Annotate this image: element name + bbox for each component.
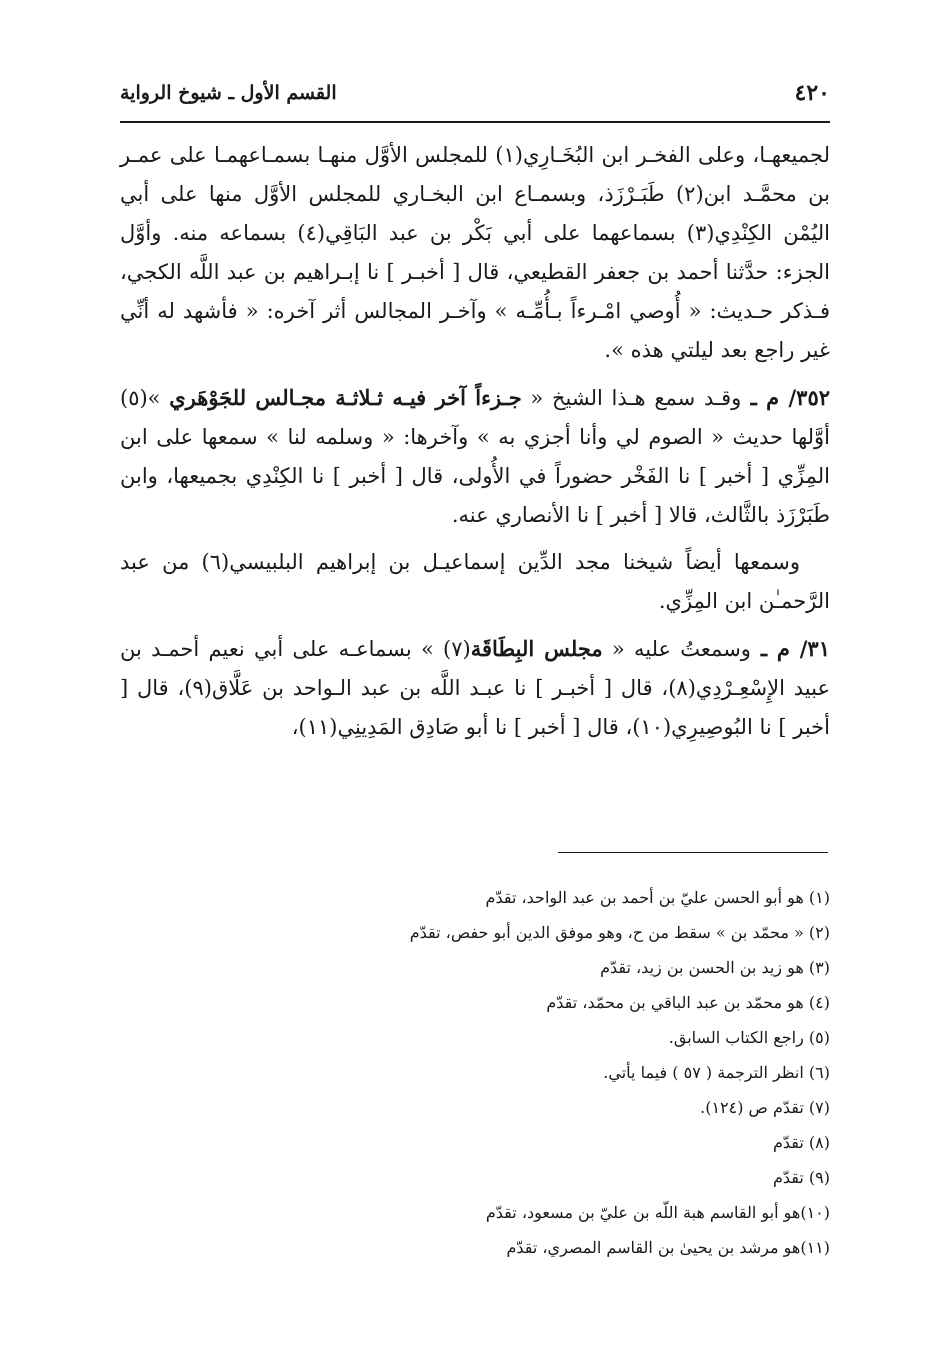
work-title: مجلس البِطَاقَة (470, 636, 603, 661)
footnote-10: (١٠)هو أبو القاسم هبة اللّه بن عليّ بن مسعود، تقدّم (485, 1203, 830, 1222)
footnote-3: (٣) هو زيد بن الحسن بن زيد، تقدّم (600, 958, 830, 977)
entry-text: »(٥) أوَّلها حديث « الصوم لي وأنا أجزي به » وآخرها: « وسلمه لنا » سمعها على ابن المِزِّي [ أخبر ] نا الفَخْر حضوراً في الأُولى، قال [ أخبر ] نا الكِنْدِي بجميعها، وابن طَبَرْزَذ بالثَّالث، قالا [ أخبر ] نا الأنصاري عنه. (120, 386, 830, 527)
footnote-11: (١١)هو مرشد بن يحيىٰ بن القاسم المصري، تقدّم (506, 1238, 830, 1257)
footnote-6: (٦) انظر الترجمة ( ٥٧ ) فيما يأتي. (603, 1063, 830, 1082)
paragraph-entry-31 (120, 629, 830, 747)
running-title: القسم الأول ـ شيوخ الرواية (120, 82, 337, 104)
entry-number: ٣١/ م ـ (750, 636, 830, 661)
work-title: جـزءاً آخر فيـه ثـلاثـة مجـالس للجَوْهَري (169, 385, 522, 410)
footnote-7: (٧) تقدّم ص (١٢٤). (700, 1098, 830, 1117)
page-number: ٤٢٠ (794, 80, 830, 106)
footnote-4: (٤) هو محمّد بن عبد الباقي بن محمّد، تقدّم (546, 993, 830, 1012)
footnotes (120, 880, 830, 1265)
main-text (120, 136, 830, 755)
entry-text: وقـد سمع هـذا الشيخ « (521, 386, 742, 410)
paragraph-3-text: وسمعها أيضاً شيخنا مجد الدِّين إسماعيـل بن إبراهيم البلبيسي(٦) من عبد الرَّحمـٰن ابن المِزِّي. (120, 550, 830, 613)
footnote-2: (٢) « محمّد بن » سقط من ح، وهو موفق الدين أبو حفص، تقدّم (409, 923, 830, 942)
footnote-8: (٨) تقدّم (772, 1133, 830, 1152)
entry-text: (٧) » بسماعـه على أبي نعيم أحمـد بن عبيد الإِسْعِـرْدِي(٨)، قال [ أخبـر ] نا عبـد اللَّه بن عبد الـواحد بن عَلَّاق(٩)، قال [ أخبر ] نا البُوصِيرِي(١٠)، قال [ أخبر ] نا أبو صَادِق المَدِينِي(١١)، (120, 637, 830, 739)
paragraph-1-text: لجميعهـا، وعلى الفخـر ابن البُخَـارِي(١) للمجلس الأوَّل منهـا بسمـاعهمـا على عمـر بن محمَّـد ابن(٢) طَبَـرْزَذ، وبسمـاع ابن البخـاري للمجلس الأوَّل منها على أبي اليُمْن الكِنْدِي(٣) بسماعهما على أبي بَكْر بن عبد البَاقِي(٤) بسماعه منه. وأوَّل الجزء: حدَّثنا أحمد بن جعفر القطيعي، قال [ أخبـر ] نا إبـراهيم بن عبد اللَّه الكجي، فـذكر حـديث: « أُوصي امْـرءاً بـأُمِّـه » وآخـر المجالس أثر آخره: « فأشهد له أنِّي غير راجع بعد ليلتي هذه ». (120, 143, 830, 362)
page-header (120, 80, 830, 120)
header-rule (120, 121, 830, 123)
footnote-9: (٩) تقدّم (772, 1168, 830, 1187)
footnote-separator (558, 852, 828, 853)
entry-number: ٣٥٢/ م ـ (741, 385, 831, 410)
paragraph-1 (120, 136, 830, 370)
paragraph-3 (120, 543, 830, 621)
footnote-1: (١) هو أبو الحسن عليّ بن أحمد بن عبد الواحد، تقدّم (485, 888, 830, 907)
footnote-5: (٥) راجع الكتاب السابق. (668, 1028, 830, 1047)
entry-text: وسمعتُ عليه « (602, 637, 751, 661)
paragraph-entry-352 (120, 378, 830, 535)
